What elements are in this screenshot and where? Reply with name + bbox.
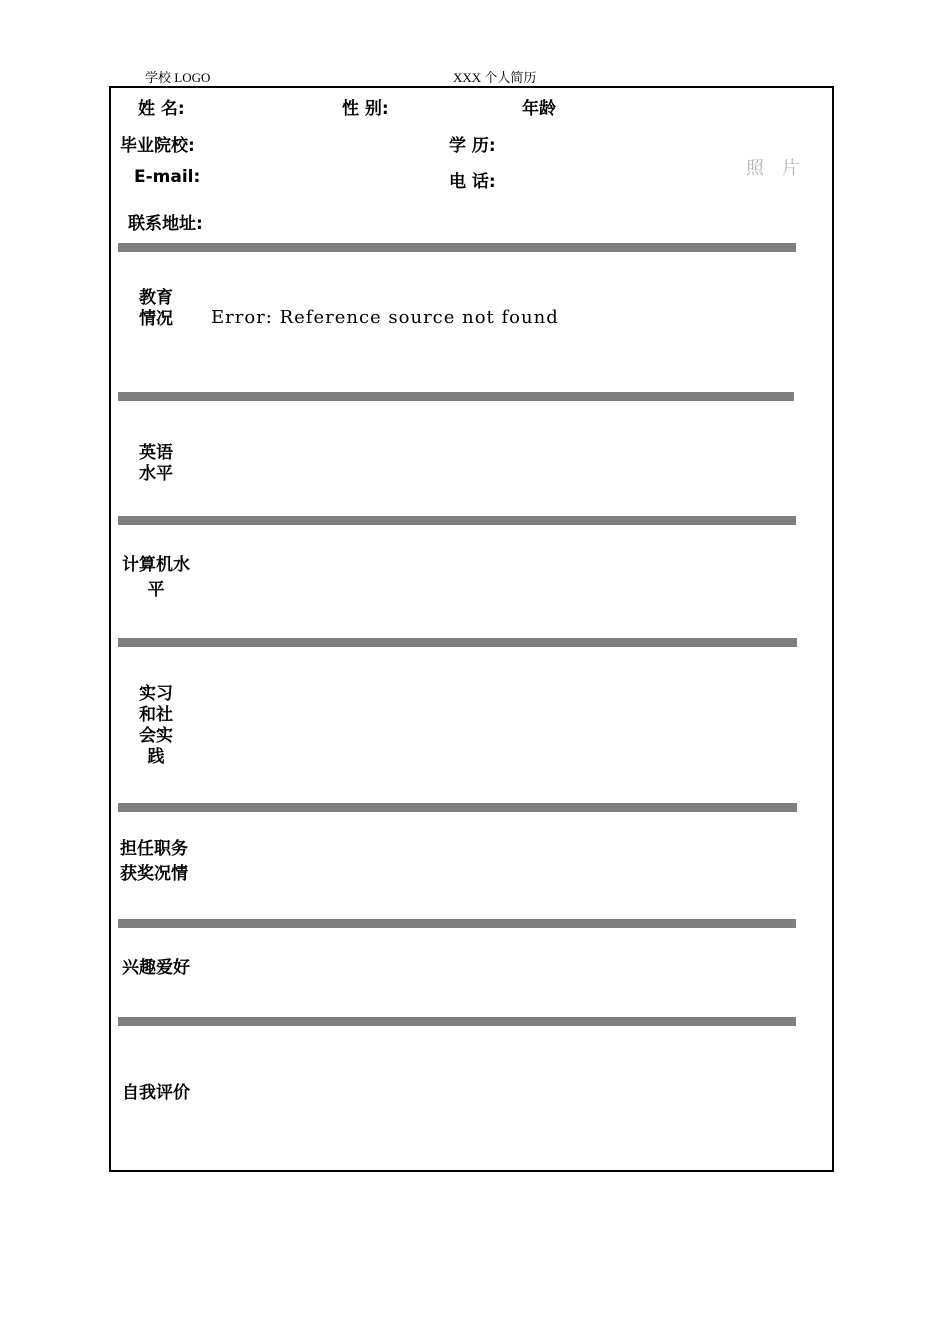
english-heading: 英语水平 [139,443,173,484]
positions-heading: 担任职务获奖况情 [120,839,188,884]
computer-heading: 计算机水平 [122,555,190,600]
school-label: 毕业院校: [120,136,195,156]
section-divider [118,638,797,647]
email-label: E-mail: [134,167,201,187]
photo-placeholder: 照 片 [746,158,806,179]
hobbies-heading: 兴趣爱好 [122,958,190,978]
resume-title: XXX 个人简历 [453,70,537,85]
age-label: 年龄 [522,99,556,119]
gender-label: 性 别: [342,99,389,119]
education-content: Error: Reference source not found [211,307,559,328]
address-label: 联系地址: [128,214,203,234]
section-divider [118,803,797,812]
section-divider [118,392,794,401]
internship-heading: 实习和社会实践 [139,684,173,767]
name-label: 姓 名: [138,99,185,119]
degree-label: 学 历: [449,136,496,156]
section-divider [118,516,796,525]
section-divider [118,919,796,928]
self-eval-heading: 自我评价 [122,1083,190,1103]
school-logo-label: 学校 LOGO [145,70,211,85]
phone-label: 电 话: [449,172,496,192]
education-heading: 教育情况 [139,288,173,329]
section-divider [118,1017,796,1026]
section-divider [118,243,796,252]
